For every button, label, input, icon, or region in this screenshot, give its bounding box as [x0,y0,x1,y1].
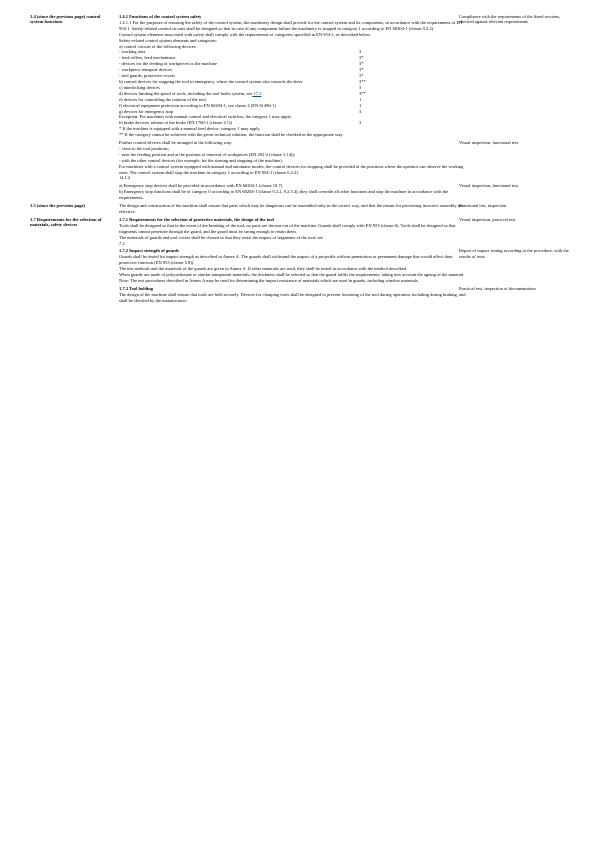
requirement-text [119,183,469,201]
paragraph: Control system elements associated with safety shall comply with the requirements of categories specified in EN 954-1, as described below. [119,31,372,37]
paragraph: For machines with a control system equipped with manual and automatic modes, the control devices for stopping shall be provided at the positions where the operator can observe the working zone. The control system shall stop the machine in category 1 according to EN 954-1 (clause 6.2.2). [119,163,464,175]
paragraph: The test methods and the materials of the guards are given in Annex A. If other materials are used, they shall be tested in accordance with the method described. [119,266,408,272]
paragraph: Further control devices shall be arranged in the following way: [119,140,233,146]
category-label: d) devices limiting the speed of tools, including the tool brake system; see 17.2 [119,90,262,96]
verification-method: Visual inspection, functional test [459,183,518,189]
requirement-text [119,286,469,304]
verification-method: Compliance with the requirements of the listed sections, checked against relevant requirements [459,14,561,25]
category-value: 3** [359,78,366,84]
category-value: 3* [359,61,364,67]
requirement-heading: 1.7.2 Impact strength of guards [119,248,180,254]
footnote: ** If the category cannot be achieved with the given technical solution, the function shall be checked in the appropriate way. [119,132,344,138]
category-label: Exception: For machines with manual control and electrical switches, the category 1 may apply. [119,114,292,120]
category-label: b) control devices for stopping the tool in emergency, where the control system also controls the drive [119,78,303,84]
paragraph: 1.4.1.1 For the purposes of ensuring the safety of the control system, the machinery design shall provide for the control system and its components, in accordance with the requirements of EN 954-1. Safety-related control circuits shall be designed so that in case of any component failure the machinery is stopped in category 1 according to EN 60204-1 (clause 9.2.2). [119,19,463,31]
document-page [28,14,568,306]
category-value: 3 [359,49,362,55]
requirement-text [119,217,469,247]
category-label: f) electrical equipment protection according to EN 60204-1, see clause 4 (EN 61496-1) [119,102,276,108]
section-label: 1.5 (since the previous page) [30,203,86,209]
paragraph: Note: The test procedures described in Annex A may be used for determining the impact resistance of materials which are used in guards, including window materials. [119,277,419,283]
requirement-text [119,203,469,215]
category-value: 3** [359,90,366,96]
paragraph: b) Emergency stop functions shall be of category 0 according to EN 60204-1 (clause 9.2.2, 9.2.5.4); they shall override all other functions and stop the machine in accordance with the requirements. [119,189,449,201]
verification-method: Visual inspection, functional test [459,140,518,146]
table-row [28,203,568,215]
category-value: 3 [359,120,362,126]
paragraph: - near the feeding position and at the position of removal of workpieces (EN 292-2 (clause 3.14)); [119,151,296,157]
paragraph: 7.2 [119,240,125,246]
verification-method: Practical test, inspection of documentation [459,285,536,291]
category-label: g) devices for emergency stop [119,108,174,114]
verification-method: Report of impact testing according to the procedure, with the results of tests [459,248,569,259]
category-label: - working area [119,49,146,55]
table-row [28,140,568,181]
category-value: 3* [359,73,364,79]
verification-method: Functional test, inspection [459,203,507,209]
requirement-heading: 1.7.3 Tool holding [119,285,154,291]
row-gap [28,304,568,306]
category-label: - devices for the feeding of workpieces to the machine [119,61,217,67]
requirement-heading: 1.4.1 Functions of the control system safety [119,14,202,19]
table-row [28,183,568,201]
category-label: h) brake devices, release of the brake (EN 1760-1 (clause 4.1)) [119,120,232,126]
paragraph: - with the other control devices (for example, for the starting and stopping of the machine). [119,157,283,163]
category-label: - tool guards, protective covers [119,73,175,79]
paragraph: 14.1.2 [119,175,131,181]
paragraph: Tools shall be designed so that in the event of the breaking of the tool, no parts are thrown out of the machine. Guards shall comply with EN 953 (clause 6). Tools shall be designed so that fragments cannot penetrate through the guard, and the guard must be strong enough to retain them. [119,222,456,234]
paragraph: Safety-related control system elements and categories: [119,37,218,43]
table-row [28,286,568,304]
paragraph: a) control circuits of the following devices: [119,43,197,49]
paragraph: The materials of guards and tool covers shall be chosen so that they resist the impact of fragments of the tool; see [119,234,324,240]
table-row [28,14,568,138]
section-label: 1.7 Requirements for the selection of materials, safety devices [30,216,102,228]
requirement-heading: 1.7.1 Requirements for the selection of protective materials, the design of the tool [119,216,274,222]
category-label: e) devices for controlling the rotation of the tool [119,96,206,102]
paragraph: Guards shall be tested for impact strength as described in Annex A. The guards shall withstand the impact of a projectile without penetration or permanent damage that would affect their protective function (EN 953 (clause 5.8)). [119,254,453,266]
category-label: c) interlocking devices [119,84,160,90]
paragraph: The design and construction of the machine shall ensure that parts which may be dangerous can be assembled only in the correct way, and that the means for preventing incorrect assembly are effective. [119,203,464,214]
table-row [28,248,568,283]
section-label: 1.4 (since the previous page) control system functions [30,14,101,25]
paragraph: a) Emergency stop devices shall be provided in accordance with EN 60204-1 (clause 10.7). [119,183,284,189]
category-value: 3* [359,55,364,61]
paragraph: - close to the tool positions; [119,145,169,151]
category-label: - workpiece transport devices [119,67,173,73]
table-row [28,217,568,247]
category-value: 3 [359,108,362,114]
paragraph: When guards are made of polycarbonate or similar transparent materials, the thickness shall be selected so that the guard fulfils the requirements, taking into account the ageing of the material. [119,272,465,278]
requirement-text [119,140,469,181]
clause-link[interactable]: 17.2 [252,90,262,96]
footnote: * If the machine is equipped with a manual feed device, category 1 may apply. [119,126,261,132]
category-value: 3 [359,84,362,90]
requirement-text [119,248,469,283]
requirement-text [119,14,469,138]
paragraph: The design of the machine shall ensure that tools are held securely. Devices for clamping tools shall be designed to prevent loosening of the tool during operation, including during braking, and shall be checked by the manufacturer. [119,291,466,303]
verification-method: Visual inspection, practical test [459,216,516,222]
category-value: 1 [359,102,362,108]
category-value: 3* [359,67,364,73]
category-label: - feed rollers, feed mechanisms [119,55,176,61]
category-value: 1 [359,96,362,102]
